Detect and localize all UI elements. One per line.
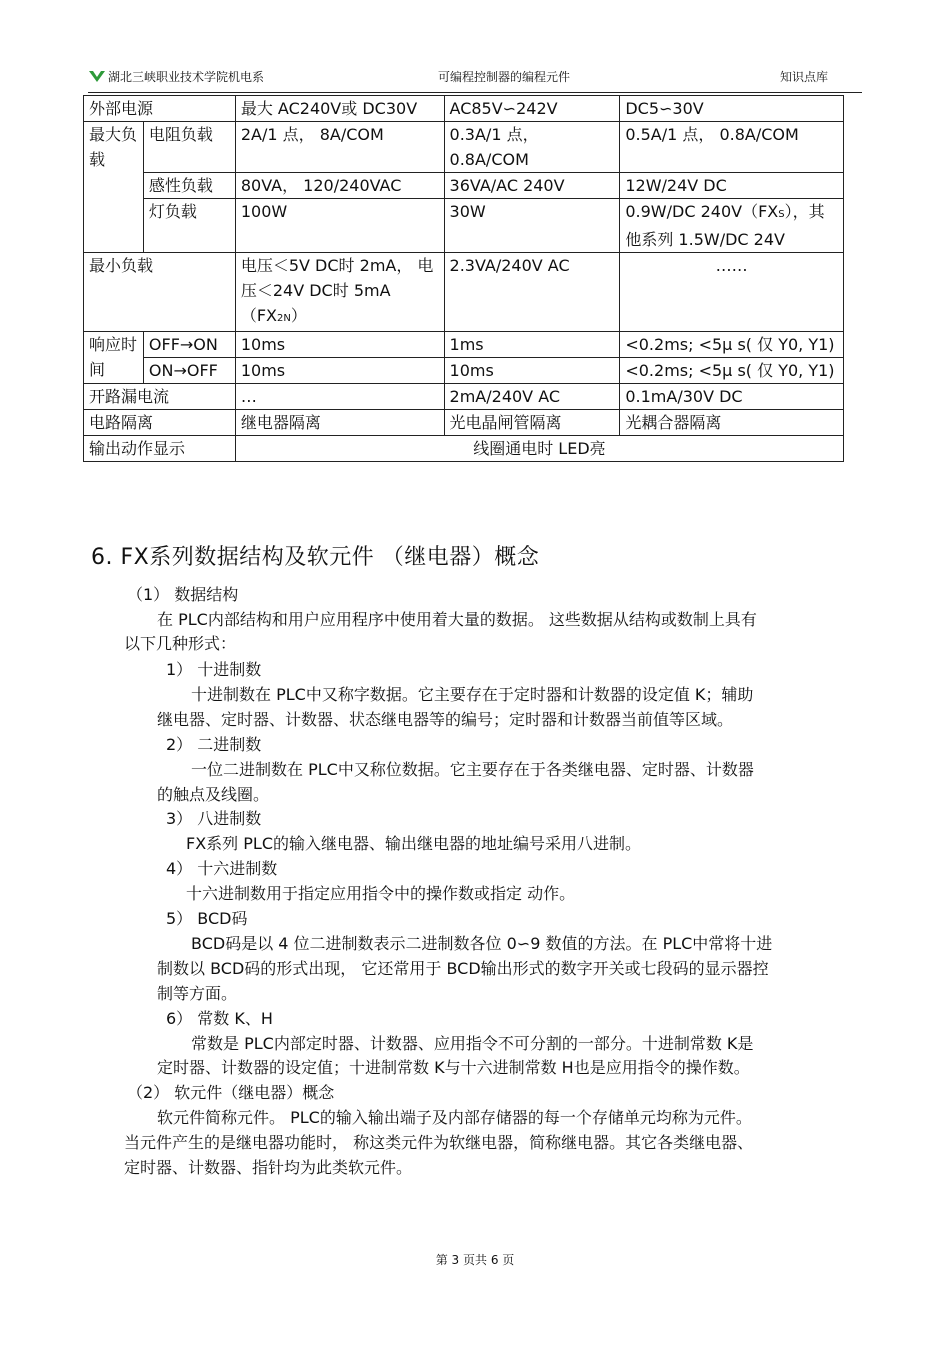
table-row [84, 384, 844, 410]
list-item-heading: 5） BCD码 [166, 909, 248, 928]
paragraph-line: 制数以 BCD码的形式出现， 它还常用于 BCD输出形式的数字开关或七段码的显示器控 [157, 959, 769, 978]
table-cell: 线圈通电时 LED亮 [235, 436, 843, 462]
table-cell: <0.2ms; <5μ s( 仅 Y0, Y1) [620, 332, 844, 358]
table-row [84, 122, 844, 173]
table-cell: AC85V∽242V [444, 96, 620, 122]
table-row [84, 96, 844, 122]
subscript: S [778, 209, 785, 220]
list-item-heading: 4） 十六进制数 [166, 859, 278, 878]
header-right: 知识点库 [779, 70, 828, 84]
table-cell: 0.5A/1 点， 0.8A/COM [620, 122, 844, 173]
paragraph-line: 常数是 PLC内部定时器、计数器、应用指令不可分割的一部分。十进制常数 K是 [191, 1034, 754, 1053]
table-cell: DC5∽30V [620, 96, 844, 122]
paragraph-line: 十进制数在 PLC中又称字数据。它主要存在于定时器和计数器的设定值 K；辅助 [191, 685, 754, 704]
table-cell: 灯负载 [143, 199, 235, 253]
paragraph-line: 以下几种形式： [124, 634, 237, 653]
page-header [88, 66, 862, 93]
table-cell: 最大负载 [84, 122, 144, 253]
table-cell: 36VA/AC 240V [444, 173, 620, 199]
table-cell: 2mA/240V AC [444, 384, 620, 410]
paragraph-line: 继电器、定时器、计数器、状态继电器等的编号；定时器和计数器当前值等区域。 [157, 710, 734, 729]
table-cell: 感性负载 [143, 173, 235, 199]
table-cell: 10ms [444, 358, 620, 384]
table-cell: 10ms [235, 358, 444, 384]
table-cell: 0.9W/DC 240V（FXS），其他系列 1.5W/DC 24V [620, 199, 844, 253]
table-cell: 继电器隔离 [235, 410, 444, 436]
table-cell: 80VA， 120/240VAC [235, 173, 444, 199]
table-cell: 12W/24V DC [620, 173, 844, 199]
table-cell: 电压＜5V DC时 2mA， 电压＜24V DC时 5mA（FX2N） [235, 253, 444, 332]
table-cell: 30W [444, 199, 620, 253]
table-cell: …… [620, 253, 844, 332]
page-footer: 第 3 页共 6 页 [435, 1253, 515, 1267]
paragraph-line: 制等方面。 [157, 984, 238, 1003]
paragraph-line: 软元件简称元件。 PLC的输入输出端子及内部存储器的每一个存储单元均称为元件。 [157, 1108, 752, 1127]
table-row [84, 199, 844, 253]
table-cell: 100W [235, 199, 444, 253]
table-cell: 开路漏电流 [84, 384, 236, 410]
paragraph-line: 定时器、计数器、指针均为此类软元件。 [124, 1158, 413, 1177]
table-cell: 1ms [444, 332, 620, 358]
table-cell: 电路隔离 [84, 410, 236, 436]
table-cell: 2A/1 点， 8A/COM [235, 122, 444, 173]
paragraph-line: 的触点及线圈。 [157, 785, 270, 804]
table-cell: 2.3VA/240V AC [444, 253, 620, 332]
paragraph-line: 当元件产生的是继电器功能时， 称这类元件为软继电器，简称继电器。其它各类继电器、 [124, 1133, 754, 1152]
table-cell: 输出动作显示 [84, 436, 236, 462]
paragraph-line: 一位二进制数在 PLC中又称位数据。它主要存在于各类继电器、定时器、计数器 [191, 760, 754, 779]
output-spec-table [83, 95, 844, 462]
table-cell: OFF→ON [143, 332, 235, 358]
section-heading: 6. FX系列数据结构及软元件 （继电器）概念 [91, 545, 540, 570]
table-cell: <0.2ms; <5μ s( 仅 Y0, Y1) [620, 358, 844, 384]
header-title: 可编程控制器的编程元件 [438, 70, 571, 84]
table-row [84, 332, 844, 358]
table-cell: 响应时间 [84, 332, 144, 384]
header-org: 湖北三峡职业技术学院机电系 [108, 70, 265, 84]
paragraph-line: 定时器、计数器的设定值；十进制常数 K与十六进制常数 H也是应用指令的操作数。 [157, 1058, 750, 1077]
table-row [84, 436, 844, 462]
list-item-heading: 1） 十进制数 [166, 660, 262, 679]
table-row [84, 358, 844, 384]
subscript: 2N [277, 313, 291, 324]
table-row [84, 173, 844, 199]
table-cell: 10ms [235, 332, 444, 358]
paragraph-line: 十六进制数用于指定应用指令中的操作数或指定 动作。 [186, 884, 576, 903]
paragraph-line: BCD码是以 4 位二进制数表示二进制数各位 0∽9 数值的方法。在 PLC中常将十进 [191, 934, 773, 953]
table-cell: 最小负载 [84, 253, 236, 332]
table-cell: 0.3A/1 点， 0.8A/COM [444, 122, 620, 173]
table-cell: 外部电源 [84, 96, 236, 122]
list-item-heading: 2） 二进制数 [166, 735, 262, 754]
paragraph-line: 在 PLC内部结构和用户应用程序中使用着大量的数据。 这些数据从结构或数制上具有 [157, 610, 757, 629]
table-cell: 光耦合器隔离 [620, 410, 844, 436]
subheading-data-structure: （1） 数据结构 [127, 585, 239, 604]
table-row [84, 253, 844, 332]
school-logo-icon [88, 69, 106, 83]
table-cell: … [235, 384, 444, 410]
table-cell: 光电晶闸管隔离 [444, 410, 620, 436]
table-cell: 电阻负载 [143, 122, 235, 173]
list-item-heading: 6） 常数 K、H [166, 1009, 273, 1028]
table-cell: 最大 AC240V或 DC30V [235, 96, 444, 122]
table-cell: 0.1mA/30V DC [620, 384, 844, 410]
table-row [84, 410, 844, 436]
table-cell: ON→OFF [143, 358, 235, 384]
subheading-soft-element: （2） 软元件（继电器）概念 [127, 1083, 335, 1102]
paragraph-line: FX系列 PLC的输入继电器、输出继电器的地址编号采用八进制。 [186, 834, 641, 853]
list-item-heading: 3） 八进制数 [166, 809, 262, 828]
